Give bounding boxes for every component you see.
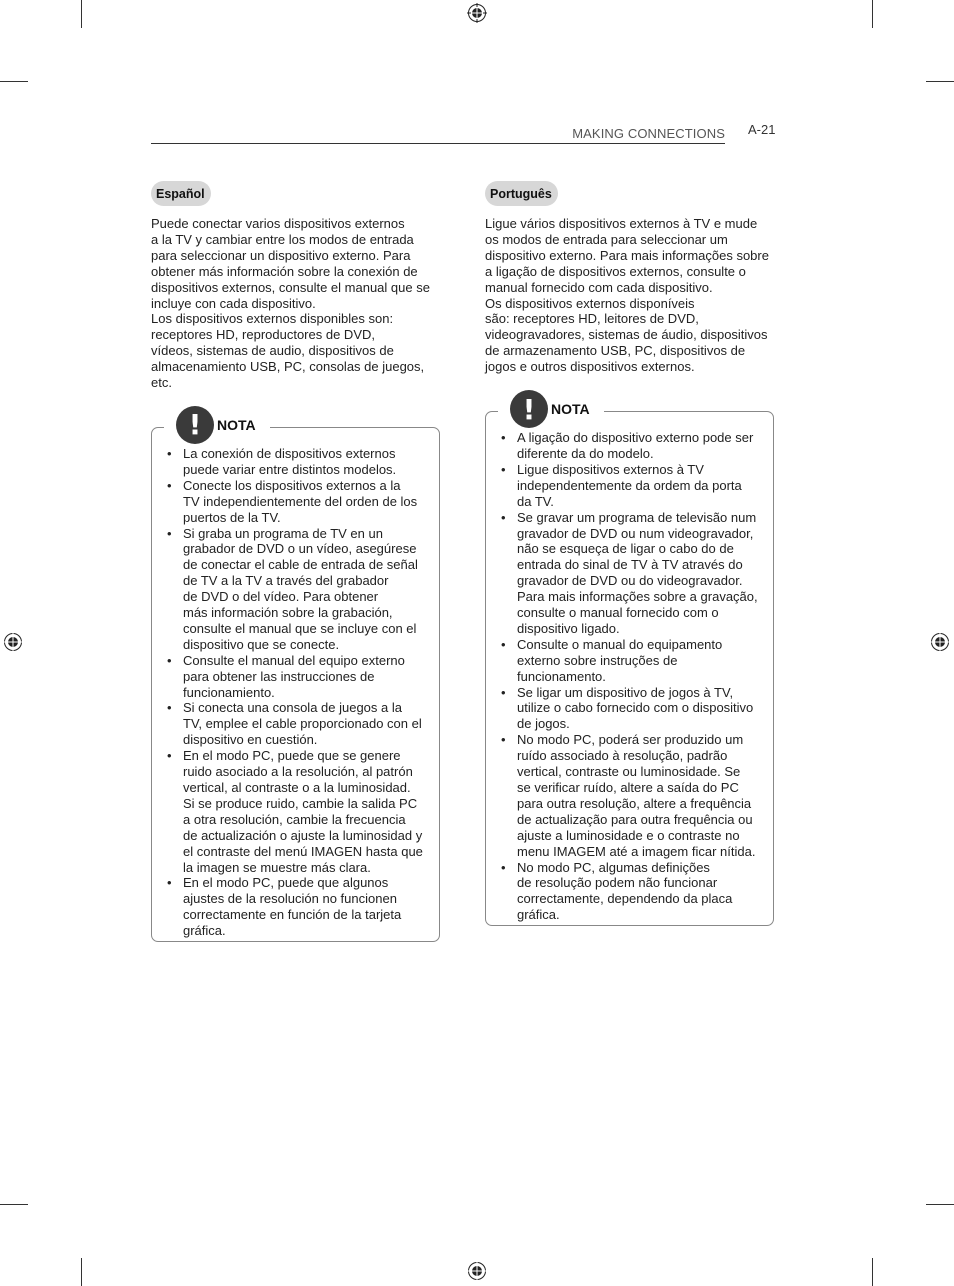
note-line: dispositivo ligado.	[517, 620, 620, 636]
note-line: grabador de DVD o un vídeo, asegúrese	[183, 541, 417, 557]
note-line: consulte o manual fornecido com o	[517, 605, 719, 621]
note-line: ruído associado à resolução, padrão	[517, 748, 728, 764]
intro-line: a ligação de dispositivos externos, consulte o	[485, 263, 746, 279]
note-line: de resolução podem não funcionar	[517, 875, 718, 891]
note-line: Si se produce ruido, cambie la salida PC	[183, 795, 418, 811]
note-line: • En el modo PC, puede que se genere	[183, 748, 401, 764]
note-item	[486, 732, 761, 859]
note-line: correctamente, dependendo da placa	[517, 891, 733, 907]
intro-line: Los dispositivos externos disponibles son:	[151, 311, 394, 327]
note-line: de TV a la TV a través del grabador	[183, 573, 389, 589]
note-item	[152, 446, 427, 478]
intro-line: almacenamiento USB, PC, consolas de juegos,	[151, 359, 425, 375]
crop-mark	[0, 1204, 28, 1205]
crop-mark	[872, 0, 873, 28]
note-line: de conectar el cable de entrada de señal	[183, 557, 418, 573]
note-line: não se esqueça de ligar o cabo do de	[517, 541, 734, 557]
note-header	[164, 406, 270, 444]
note-line: TV, emplee el cable proporcionado con el	[183, 716, 422, 732]
note-line: utilize o cabo fornecido com o dispositivo	[517, 700, 754, 716]
note-item	[152, 875, 427, 939]
note-line: funcionamiento.	[183, 684, 275, 700]
intro-line: Ligue vários dispositivos externos à TV e mude	[485, 216, 758, 231]
note-line: TV independientemente del orden de los	[183, 493, 418, 509]
note-item	[486, 462, 761, 510]
header-rule	[151, 143, 725, 144]
crop-mark	[872, 1258, 873, 1286]
note-line: de jogos.	[517, 716, 570, 732]
page-number: A-21	[748, 122, 776, 137]
note-line: • Se ligar um dispositivo de jogos à TV,	[517, 684, 734, 700]
crop-mark	[81, 0, 82, 28]
note-line: • Consulte el manual del equipo externo	[183, 652, 405, 668]
note-label: NOTA	[551, 401, 590, 418]
note-list	[486, 430, 761, 923]
note-line: vertical, al contraste o a la luminosidad.	[183, 780, 411, 795]
note-line: el contraste del menú IMAGEN hasta que	[183, 843, 423, 859]
intro-line: Os dispositivos externos disponíveis	[485, 295, 695, 311]
note-item	[486, 860, 761, 924]
note-line: para obtener las instrucciones de	[183, 668, 375, 684]
intro-line: obtener más información sobre la conexión de	[151, 263, 418, 279]
intro-line: Puede conectar varios dispositivos externos	[151, 216, 405, 231]
note-item	[152, 478, 427, 526]
intro-line: dispositivo externo. Para mais informações sobre	[485, 247, 769, 263]
note-item	[152, 526, 427, 653]
note-line: gráfica.	[517, 907, 560, 923]
note-line: independentemente da ordem da porta	[517, 477, 742, 493]
note-line: ajustes de la resolución no funcionen	[183, 891, 397, 907]
intro-text	[485, 216, 777, 375]
note-line: ajuste a luminosidade e o contraste no	[517, 827, 740, 843]
note-line: dispositivo en cuestión.	[183, 732, 318, 748]
note-line: consulte el manual que se incluye con el	[183, 620, 417, 636]
note-line: entrada do sinal de TV à TV através do	[517, 557, 743, 573]
note-line: • Conecte los dispositivos externos a la	[183, 477, 401, 493]
intro-line: jogos e outros dispositivos externos.	[485, 359, 695, 375]
crop-mark	[926, 81, 954, 82]
note-line: para outra resolução, altere a frequência	[517, 795, 752, 811]
intro-line: são: receptores HD, leitores de DVD,	[485, 311, 699, 327]
note-line: ruido asociado a la resolución, al patrón	[183, 764, 413, 780]
crop-mark	[926, 1204, 954, 1205]
intro-text	[151, 216, 443, 391]
crosshair-registration-icon	[467, 1261, 487, 1281]
crosshair-registration-icon	[467, 3, 487, 23]
column-portuguese	[485, 181, 777, 926]
note-item	[152, 653, 427, 701]
intro-line: a la TV y cambiar entre los modos de entrada	[151, 231, 414, 247]
intro-line: dispositivos externos, consulte el manual que se	[151, 279, 430, 295]
note-line: • La conexión de dispositivos externos	[183, 445, 396, 461]
note-header	[498, 390, 604, 428]
note-line: puede variar entre distintos modelos.	[183, 461, 397, 477]
note-item	[152, 700, 427, 748]
note-item	[486, 637, 761, 685]
note-line: da TV.	[517, 493, 554, 509]
note-line: puertos de la TV.	[183, 509, 281, 525]
note-line: • Si graba un programa de TV en un	[183, 525, 383, 541]
note-line: gravador de DVD ou do videogravador.	[517, 573, 743, 589]
exclamation-icon: !	[176, 406, 214, 444]
note-box	[151, 408, 440, 942]
note-line: gráfica.	[183, 923, 226, 939]
note-line: • Se gravar um programa de televisão num	[517, 509, 757, 525]
note-line: a otra resolución, cambie la frecuencia	[183, 811, 406, 827]
note-line: más información sobre la grabación,	[183, 605, 393, 621]
column-spanish	[151, 181, 443, 942]
note-item	[486, 430, 761, 462]
note-line: gravador de DVD ou num videogravador,	[517, 525, 754, 541]
note-line: la imagen se muestre más clara.	[183, 859, 371, 875]
section-title: MAKING CONNECTIONS	[572, 126, 725, 141]
note-line: de actualização para outra frequência ou	[517, 811, 753, 827]
crop-mark	[0, 81, 28, 82]
note-box	[485, 392, 774, 926]
crosshair-registration-icon	[930, 632, 950, 652]
note-line: • A ligação do dispositivo externo pode ser	[517, 430, 754, 446]
crosshair-registration-icon	[3, 632, 23, 652]
note-line: diferente da do modelo.	[517, 445, 654, 461]
note-line: externo sobre instruções de	[517, 652, 678, 668]
note-line: • No modo PC, poderá ser produzido um	[517, 732, 744, 748]
note-label: NOTA	[217, 416, 256, 433]
note-line: • Si conecta una consola de juegos a la	[183, 700, 402, 716]
intro-line: videogravadores, sistemas de áudio, dispositivos	[485, 327, 768, 343]
crop-mark	[81, 1258, 82, 1286]
note-line: Para mais informações sobre a gravação,	[517, 589, 758, 605]
note-list	[152, 446, 427, 939]
note-line: menu IMAGEM até a imagem ficar nítida.	[517, 843, 756, 859]
exclamation-icon: !	[510, 390, 548, 428]
note-line: dispositivo que se conecte.	[183, 636, 340, 652]
intro-line: manual fornecido com cada dispositivo.	[485, 279, 713, 295]
language-badge: Español	[151, 181, 211, 206]
intro-line: para seleccionar un dispositivo externo. Para	[151, 247, 411, 263]
note-line: • Consulte o manual do equipamento	[517, 636, 723, 652]
note-line: • En el modo PC, puede que algunos	[183, 875, 389, 891]
intro-line: vídeos, sistemas de audio, dispositivos de	[151, 343, 394, 359]
note-line: correctamente en función de la tarjeta	[183, 907, 402, 923]
note-line: funcionamento.	[517, 668, 606, 684]
note-line: se verificar ruído, altere a saída do PC	[517, 780, 739, 795]
intro-line: etc.	[151, 375, 172, 391]
language-badge: Português	[485, 181, 558, 206]
intro-line: incluye con cada dispositivo.	[151, 295, 316, 311]
intro-line: receptores HD, reproductores de DVD,	[151, 327, 375, 343]
note-line: de DVD o del vídeo. Para obtener	[183, 589, 379, 605]
note-line: • Ligue dispositivos externos à TV	[517, 461, 704, 477]
note-item	[486, 685, 761, 733]
note-line: de actualización o ajuste la luminosidad y	[183, 827, 423, 843]
note-item	[486, 510, 761, 637]
note-line: • No modo PC, algumas definições	[517, 859, 710, 875]
note-item	[152, 748, 427, 875]
intro-line: de armazenamento USB, PC, dispositivos de	[485, 343, 746, 359]
note-line: vertical, contraste ou luminosidade. Se	[517, 764, 741, 780]
intro-line: os modos de entrada para seleccionar um	[485, 231, 728, 247]
